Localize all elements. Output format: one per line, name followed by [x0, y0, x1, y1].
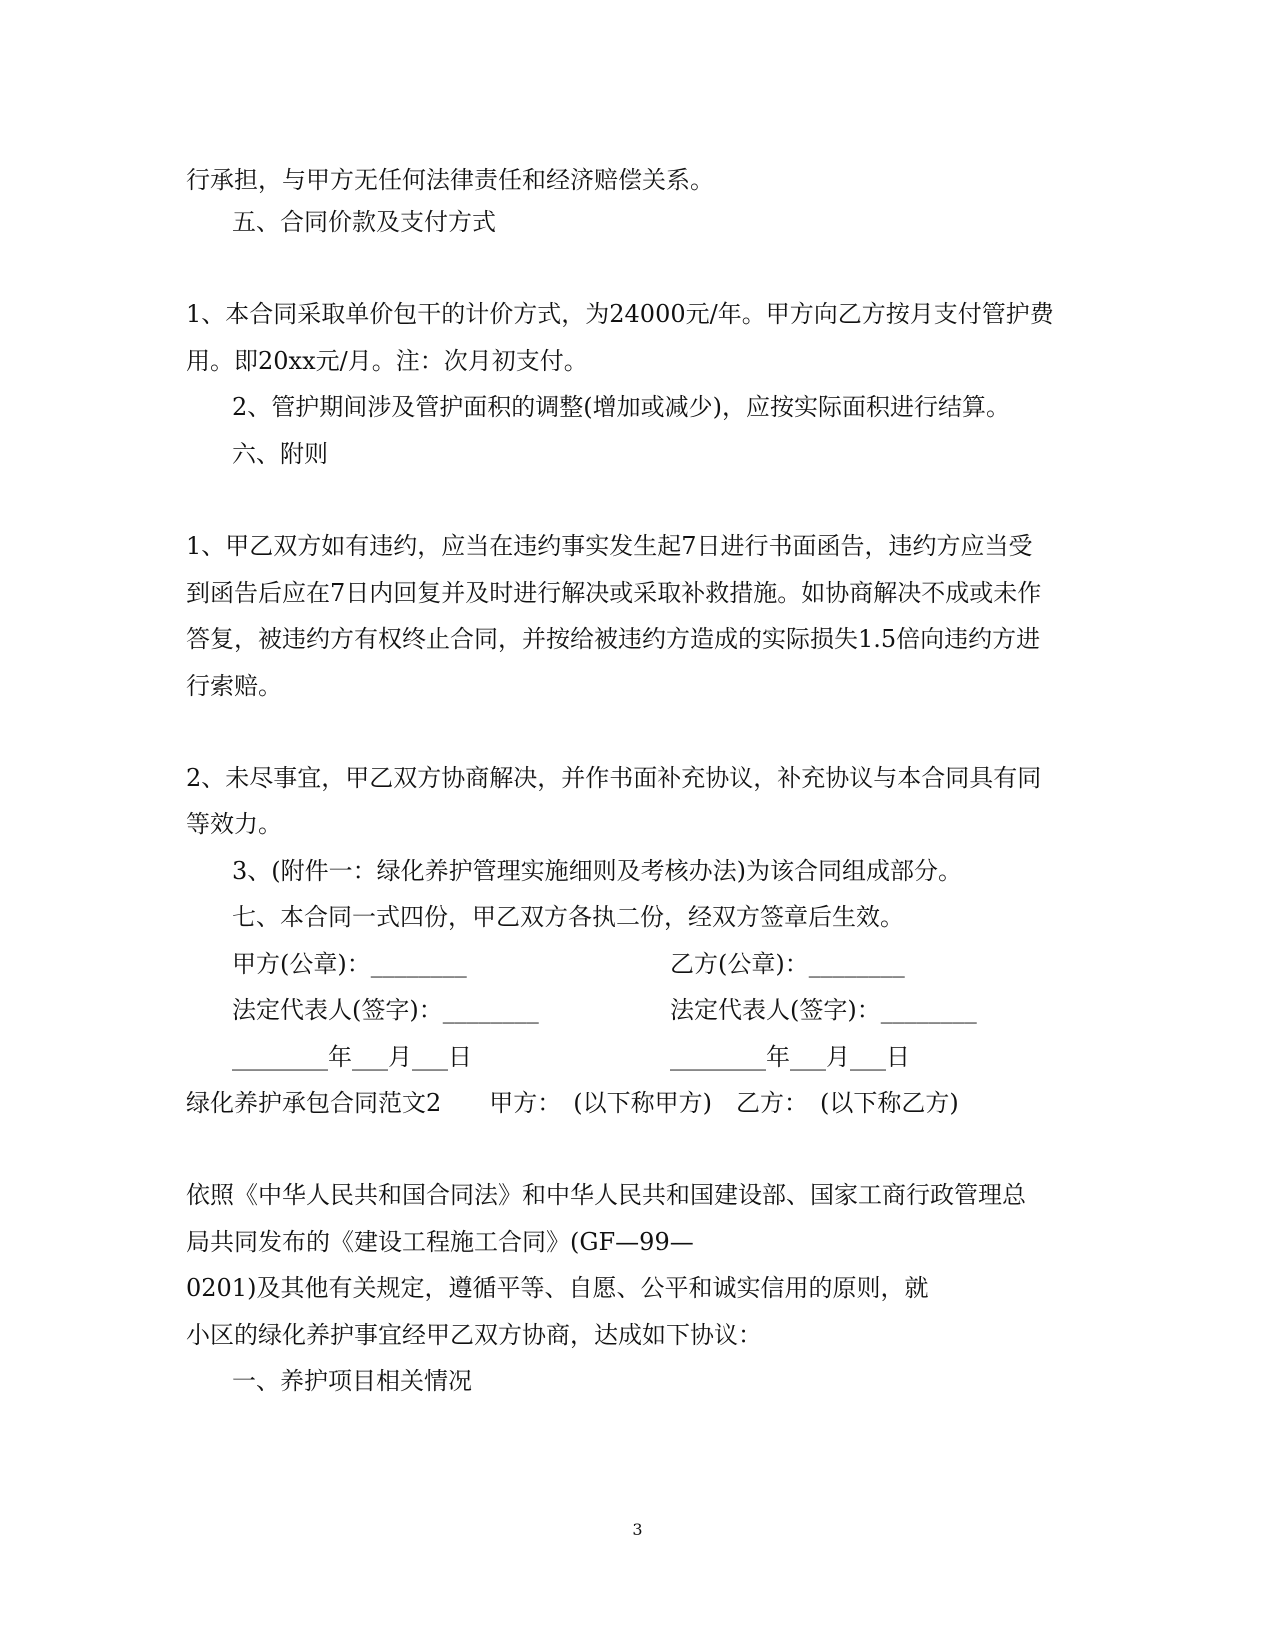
- section-heading: 五、合同价款及支付方式: [232, 208, 496, 236]
- paragraph-line: 行承担，与甲方无任何法律责任和经济赔偿关系。: [186, 166, 714, 194]
- paragraph-line: 用。即20xx元/月。注：次月初支付。: [186, 347, 588, 375]
- paragraph-line: 0201)及其他有关规定，遵循平等、自愿、公平和诚实信用的原则，就: [186, 1274, 929, 1302]
- party-a-seal-line: 甲方(公章)：________: [232, 950, 467, 978]
- paragraph-line: 小区的绿化养护事宜经甲乙双方协商，达成如下协议：: [186, 1321, 762, 1349]
- party-a-representative-line: 法定代表人(签字)：________: [232, 996, 539, 1024]
- party-b-representative-line: 法定代表人(签字)：________: [670, 996, 977, 1024]
- second-contract-title: 绿化养护承包合同范文2 甲方： (以下称甲方) 乙方： (以下称乙方): [186, 1089, 959, 1117]
- paragraph-line: 3、(附件一：绿化养护管理实施细则及考核办法)为该合同组成部分。: [232, 857, 962, 885]
- paragraph-line: 局共同发布的《建设工程施工合同》(GF—99—: [186, 1228, 694, 1256]
- party-b-date-line: ________年___月___日: [670, 1043, 910, 1071]
- section-heading: 六、附则: [232, 440, 328, 468]
- paragraph-line: 等效力。: [186, 810, 282, 838]
- paragraph-line: 1、甲乙双方如有违约，应当在违约事实发生起7日进行书面函告，违约方应当受: [186, 532, 1033, 560]
- paragraph-line: 到函告后应在7日内回复并及时进行解决或采取补救措施。如协商解决不成或未作: [186, 579, 1042, 607]
- paragraph-line: 依照《中华人民共和国合同法》和中华人民共和国建设部、国家工商行政管理总: [186, 1181, 1026, 1209]
- paragraph-line: 1、本合同采取单价包干的计价方式，为24000元/年。甲方向乙方按月支付管护费: [186, 300, 1054, 328]
- party-b-seal-line: 乙方(公章)：________: [670, 950, 905, 978]
- paragraph-line: 七、本合同一式四份，甲乙双方各执二份，经双方签章后生效。: [232, 903, 904, 931]
- paragraph-line: 2、管护期间涉及管护面积的调整(增加或减少)，应按实际面积进行结算。: [232, 393, 1010, 421]
- paragraph-line: 行索赔。: [186, 672, 282, 700]
- paragraph-line: 2、未尽事宜，甲乙双方协商解决，并作书面补充协议，补充协议与本合同具有同: [186, 764, 1042, 792]
- page-number: 3: [632, 1520, 643, 1539]
- paragraph-line: 答复，被违约方有权终止合同，并按给被违约方造成的实际损失1.5倍向违约方进: [186, 625, 1041, 653]
- party-a-date-line: ________年___月___日: [232, 1043, 472, 1071]
- section-heading: 一、养护项目相关情况: [232, 1367, 472, 1395]
